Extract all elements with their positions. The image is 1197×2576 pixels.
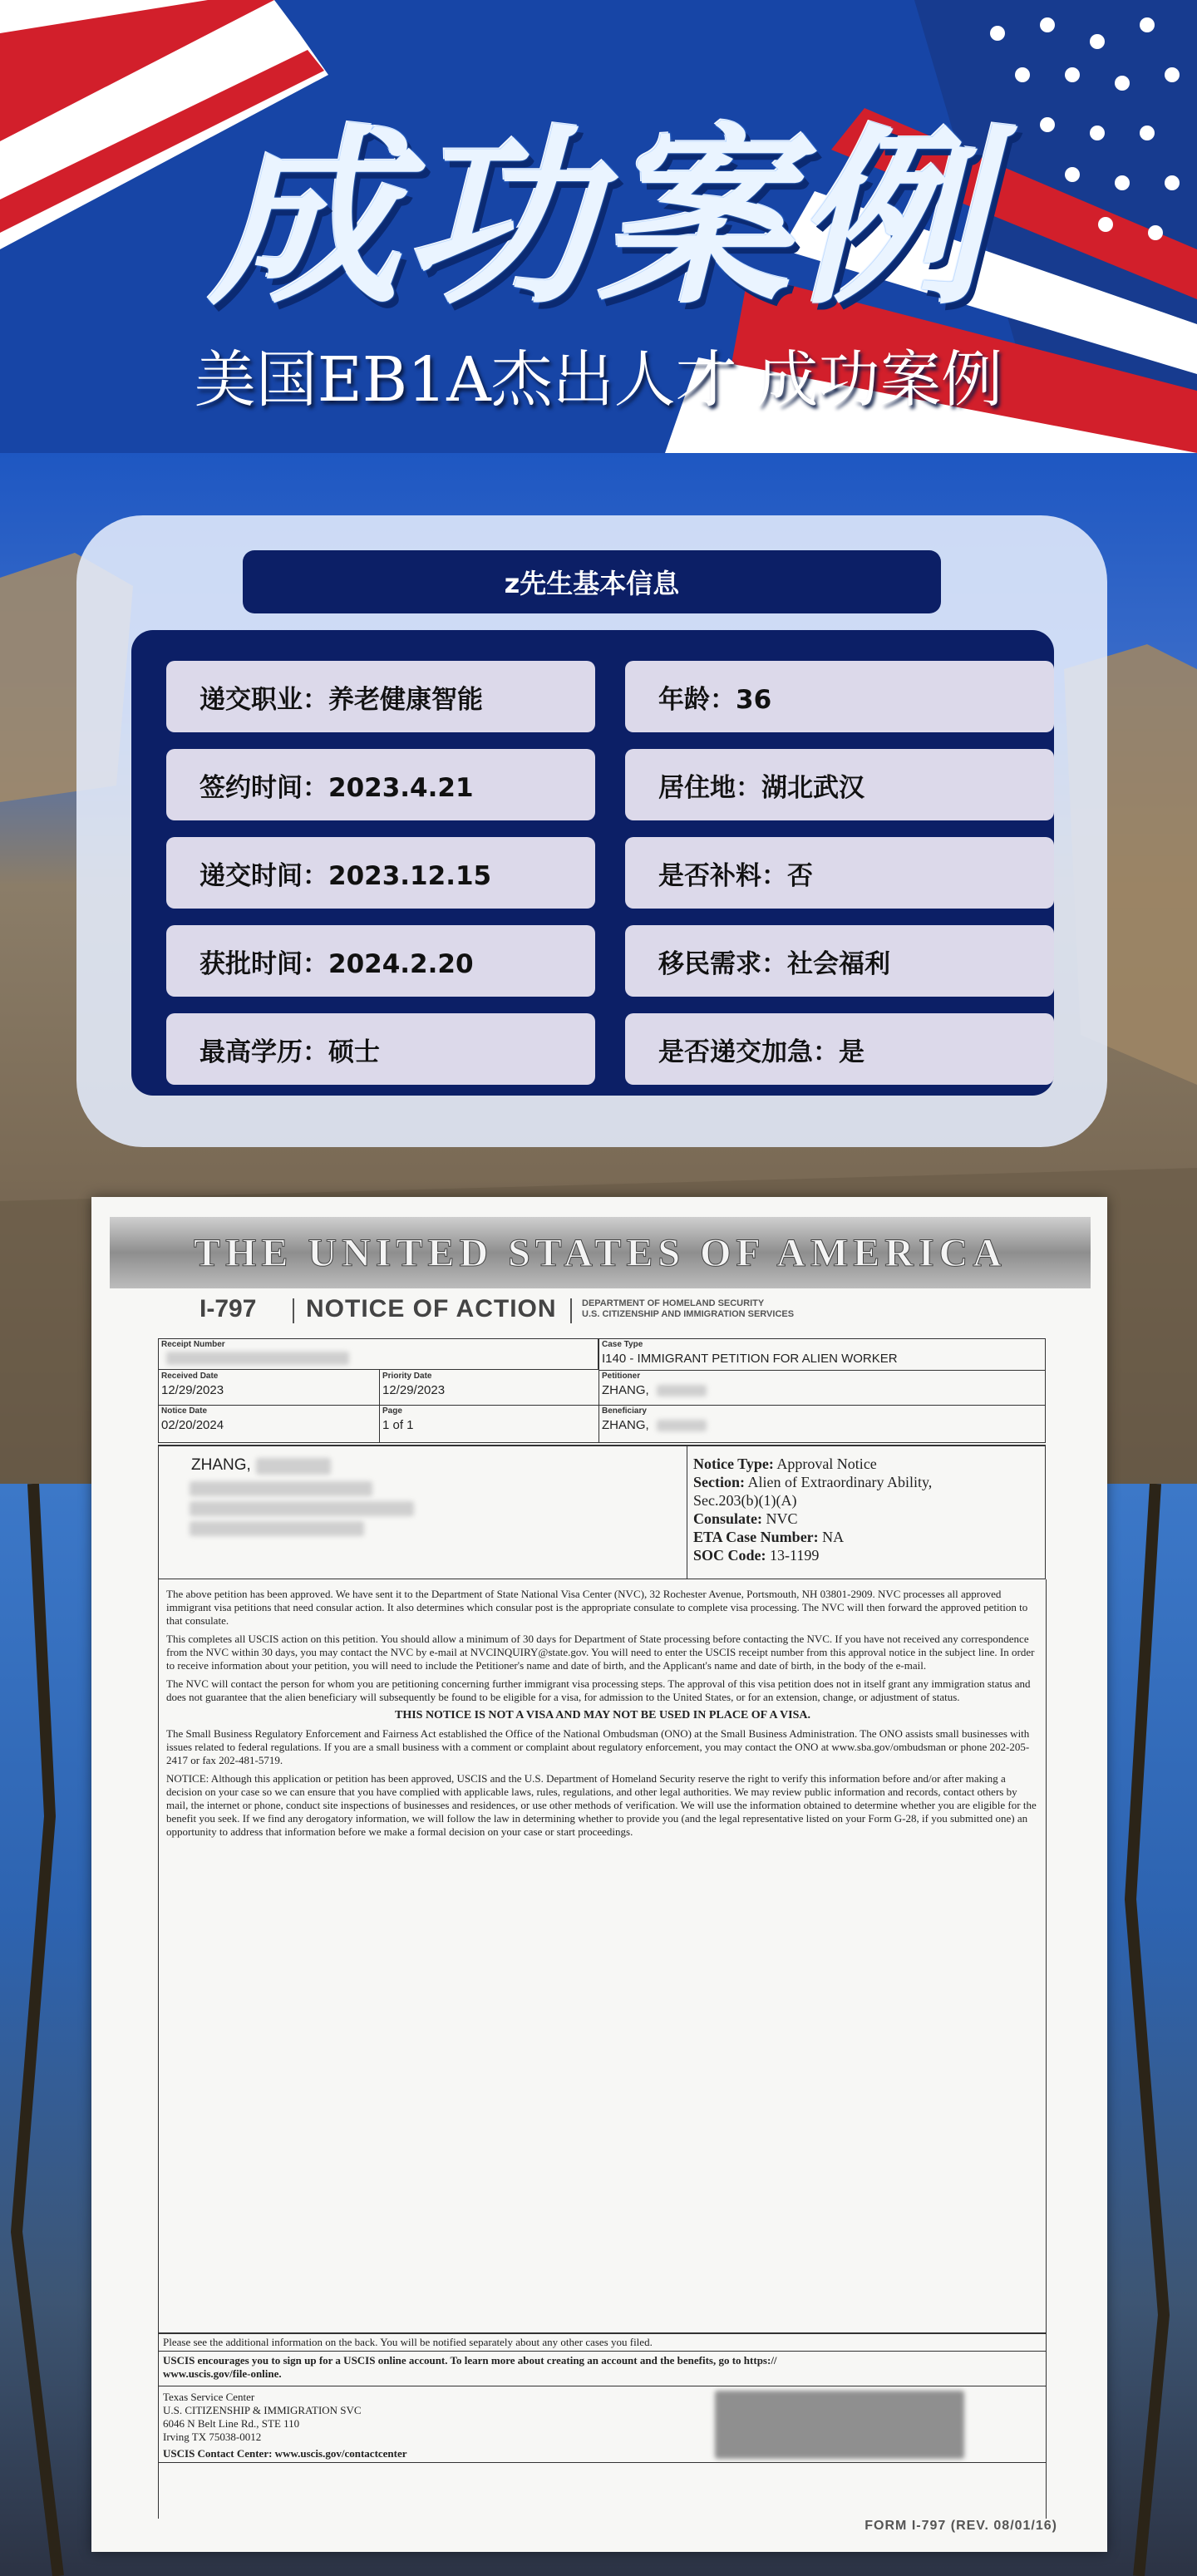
info-panel-header: z先生基本信息 — [243, 550, 941, 613]
footer-note: Please see the additional information on the back. You will be notified separately about any other cases you filed. — [163, 2336, 653, 2348]
redacted-name — [657, 1385, 707, 1396]
case-type-label: Case Type — [602, 1340, 643, 1349]
petitioner-label: Petitioner — [602, 1372, 641, 1381]
office-line: Irving TX 75038-0012 — [163, 2431, 262, 2443]
page-value: 1 of 1 — [382, 1418, 414, 1432]
received-date-label: Received Date — [161, 1372, 219, 1381]
office-address — [163, 2391, 362, 2444]
divider — [570, 1298, 572, 1323]
notice-type-value: Approval Notice — [776, 1455, 877, 1472]
cert-banner — [110, 1217, 1091, 1288]
body-paragraph: NOTICE: Although this application or petition has been approved, USCIS and the U.S. Department of Homeland Security reserve the right to verify this information before and/or after making a decision on your case so we can ensure that you have complied with applicable laws, rules, regulations, and other legal authorities. We may review public information and records, contact others by mail, the internet or phone, conduct site inspections of businesses and residences, or use other methods of verification. We will use the information obtained to determine whether you are eligible for the benefit you seek. If we find any derogatory information, we will follow the law in determining whether to provide you (and the legal representative listed on your Form G-28, if you submitted one) an opportunity to address that information before we make a formal decision on your case or start proceedings. — [166, 1772, 1037, 1838]
contact-center: USCIS Contact Center: www.uscis.gov/contactcenter — [163, 2447, 407, 2460]
body-paragraph: The Small Business Regulatory Enforcement and Fairness Act established the Office of the National Ombudsman (ONO) at the Small Business Administration. The ONO assists small businesses with issues related to federal regulations. If you are a small business with a comment or complaint about regulatory enforcement, you may contact the ONO at www.sba.gov/ombudsman or phone 202-205-2417 or fax 202-481-5719. — [166, 1727, 1030, 1766]
info-residence: 居住地：湖北武汉 — [625, 749, 1054, 820]
received-date-value: 12/29/2023 — [161, 1383, 224, 1397]
page-label: Page — [382, 1406, 402, 1416]
header-banner — [0, 0, 1197, 453]
page-title: 成功案例 — [209, 109, 988, 331]
beneficiary-label: Beneficiary — [602, 1406, 647, 1416]
notice-date-value: 02/20/2024 — [161, 1418, 224, 1432]
redacted-address — [190, 1481, 372, 1496]
case-type-value: I140 - IMMIGRANT PETITION FOR ALIEN WORKER — [602, 1352, 898, 1366]
redacted-name — [657, 1420, 707, 1431]
notice-date-label: Notice Date — [161, 1406, 208, 1416]
table-line — [379, 1370, 380, 1443]
redacted-address — [190, 1501, 414, 1516]
table-line — [598, 1338, 599, 1443]
page-subtitle: 美国EB1A杰出人才 成功案例 — [194, 344, 1003, 416]
consulate-value: NVC — [766, 1510, 798, 1527]
redacted-receipt — [166, 1352, 349, 1365]
soc-value: 13-1199 — [770, 1547, 820, 1564]
section-label: Section: — [693, 1474, 745, 1490]
info-rfe: 是否补料：否 — [625, 837, 1054, 909]
agency-line: U.S. CITIZENSHIP AND IMMIGRATION SERVICES — [582, 1309, 795, 1319]
soc-label: SOC Code: — [693, 1547, 766, 1564]
notice-info — [693, 1455, 932, 1564]
notice-type-label: Notice Type: — [693, 1455, 774, 1472]
table-line — [158, 1579, 159, 2519]
priority-date-label: Priority Date — [382, 1372, 432, 1381]
cert-notice-title: NOTICE OF ACTION — [306, 1295, 557, 1322]
eta-label: ETA Case Number: — [693, 1529, 819, 1545]
table-line — [158, 2332, 1046, 2334]
redacted-address — [256, 1458, 331, 1475]
footer-online-account: USCIS encourages you to sign up for a USCIS online account. To learn more about creating an account and the benefits, go to https:// — [163, 2354, 777, 2367]
redacted-address — [190, 1521, 364, 1536]
beneficiary-value: ZHANG, — [602, 1418, 649, 1432]
priority-date-value: 12/29/2023 — [382, 1383, 446, 1397]
office-line: U.S. CITIZENSHIP & IMMIGRATION SVC — [163, 2404, 362, 2416]
info-approval-date: 获批时间：2024.2.20 — [166, 925, 595, 997]
cert-agency — [582, 1298, 794, 1320]
info-education: 最高学历：硕士 — [166, 1013, 595, 1085]
form-revision: FORM I-797 (REV. 08/01/16) — [864, 2519, 1057, 2533]
agency-line: DEPARTMENT OF HOMELAND SECURITY — [582, 1298, 765, 1308]
notice-body — [166, 1588, 1039, 1844]
office-line: Texas Service Center — [163, 2391, 255, 2403]
footer-online-link: www.uscis.gov/file-online. — [163, 2367, 282, 2380]
table-line — [158, 2462, 1046, 2463]
info-submit-date: 递交时间：2023.12.15 — [166, 837, 595, 909]
petitioner-value: ZHANG, — [602, 1383, 649, 1397]
info-sign-date: 签约时间：2023.4.21 — [166, 749, 595, 820]
addressee-name: ZHANG, — [191, 1456, 251, 1474]
divider — [293, 1298, 294, 1323]
table-line — [158, 1405, 1046, 1406]
table-line — [1046, 1579, 1047, 2519]
info-premium-processing: 是否递交加急：是 — [625, 1013, 1054, 1085]
eta-value: NA — [822, 1529, 845, 1545]
info-occupation: 递交职业：养老健康智能 — [166, 661, 595, 732]
body-warning: THIS NOTICE IS NOT A VISA AND MAY NOT BE USED IN PLACE OF A VISA. — [394, 1709, 810, 1721]
cert-form-id: I-797 — [200, 1295, 257, 1322]
receipt-label: Receipt Number — [161, 1340, 225, 1349]
body-paragraph: This completes all USCIS action on this petition. You should allow a minimum of 30 days for Department of State processing before contacting the NVC. If you have not received any correspondence from the NVC within 30 days, you may contact the NVC by e-mail at NVCINQUIRY@state.gov. You will need to enter the USCIS receipt number from this approval notice in the subject line. In order to receive information about your petition, you will need to include the Petitioner's name and date of birth, and the Applicant's name and date of birth, in the body of the e-mail. — [166, 1633, 1035, 1672]
office-line: 6046 N Belt Line Rd., STE 110 — [163, 2417, 300, 2430]
body-paragraph: The above petition has been approved. We have sent it to the Department of State National Visa Center (NVC), 32 Rochester Avenue, Portsmouth, NH 03801-2909. NVC processes all approved immigrant visa petitions that need consular action. It also determines which consular post is the appropriate consulate to complete visa processing. The NVC will then forward the approved petition to that consulate. — [166, 1588, 1028, 1627]
table-line — [158, 2351, 1046, 2352]
consulate-label: Consulate: — [693, 1510, 763, 1527]
info-immigration-need: 移民需求：社会福利 — [625, 925, 1054, 997]
section-value-2: Sec.203(b)(1)(A) — [693, 1492, 797, 1509]
i797-approval-notice — [91, 1197, 1107, 2552]
cert-banner-text: THE UNITED STATES OF AMERICA — [194, 1230, 1007, 1275]
table-line — [598, 1370, 1046, 1371]
redacted-barcode — [715, 2391, 964, 2459]
body-paragraph: The NVC will contact the person for whom you are petitioning concerning further immigrant visa processing steps. The approval of this visa petition does not in itself grant any immigration status and does not guarantee that the alien beneficiary will subsequently be found to be eligible for a visa, for admission to the United States, or for an extension, change, or adjustment of status. — [166, 1677, 1031, 1703]
section-value: Alien of Extraordinary Ability, — [747, 1474, 933, 1490]
info-age: 年龄：36 — [625, 661, 1054, 732]
